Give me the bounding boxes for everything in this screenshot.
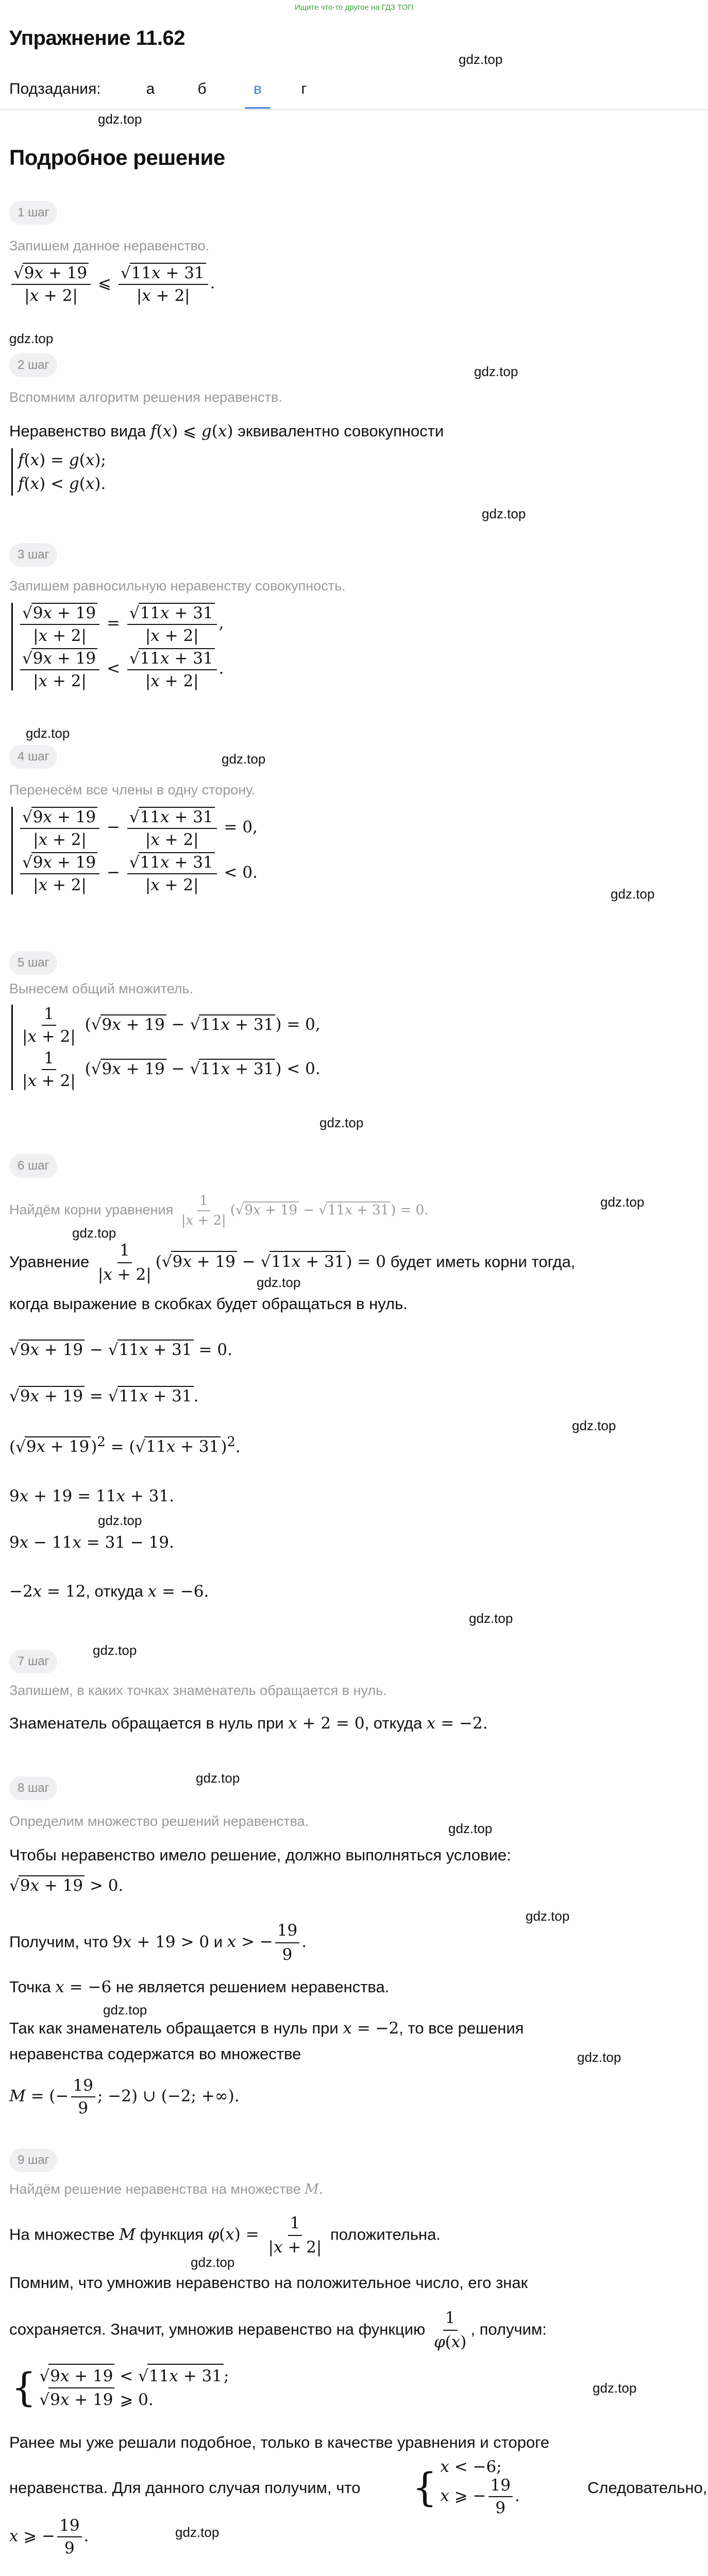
step-8-text-2: Получим, что 9x + 19 > 0 и x > − $\frac{19}{9}$ . (9, 1921, 307, 1964)
active-tab-indicator (245, 107, 271, 109)
watermark: gdz.top (257, 1275, 301, 1290)
step-9-text-5: неравенства. Для данного случая получим, что (9, 2479, 361, 2497)
page-title: Упражнение 11.62 (9, 27, 185, 49)
step-6-description: Найдём корни уравнения $\frac{1}{|x + 2|}$ (√9x + 19 − √11x + 31 ) = 0. (9, 1193, 429, 1228)
step-9-pill: 9 шаг (9, 2148, 57, 2172)
step-8-text-3: Точка x = −6 не является решением неравенства. (9, 1978, 390, 1996)
step-6-eq-2: √9x + 19 = √11x + 31. (9, 1387, 199, 1405)
step-8-set: M = (− $\frac{19}{9}$ ; −2) ∪ (−2; +∞). (9, 2076, 240, 2117)
step-6-pill: 6 шаг (9, 1154, 57, 1178)
watermark: gdz.top (222, 751, 266, 767)
watermark: gdz.top (611, 886, 655, 902)
step-6-eq-5: 9x − 11x = 31 − 19. (9, 1533, 174, 1552)
step-5-description: Вынесем общий множитель. (9, 981, 194, 996)
step-8-description: Определим множество решений неравенства. (9, 1814, 309, 1829)
watermark: gdz.top (572, 1418, 616, 1433)
solution-heading: Подробное решение (9, 145, 225, 170)
subtasks-label: Подзадания: (9, 80, 101, 97)
watermark: gdz.top (319, 1115, 364, 1130)
step-9-result-1: x ⩾ − $\frac{19}{9}$ . (9, 2516, 89, 2557)
watermark: gdz.top (600, 1194, 645, 1210)
watermark: gdz.top (93, 1642, 137, 1658)
subtask-tab-g[interactable]: г (301, 80, 307, 97)
step-2-description: Вспомним алгоритм решения неравенств. (9, 389, 282, 405)
step-6-result: −2x = 12, откуда x = −6. (9, 1582, 209, 1601)
step-9-text-3: сохраняется. Значит, умножив неравенство на функцию $\frac{1}{\varphi(x)}$ , получим: (9, 2309, 547, 2351)
watermark: gdz.top (196, 1770, 240, 1786)
step-5-system: $\frac{1}{|x + 2|}$ (√9x + 19 − √11x + 31) = 0, $\frac{1}{|x + 2|}$ (√9x + 19 − √11x + 31) < 0. (11, 1005, 321, 1090)
step-8-text-4: Так как знаменатель обращается в нуль при x = −2, то все решения (9, 2019, 524, 2038)
watermark: gdz.top (191, 2255, 235, 2270)
subtask-tab-v[interactable]: в (254, 80, 262, 97)
step-3-description: Запишем равносильную неравенству совокупность. (9, 578, 346, 594)
step-9-cases: { x < −6; x ⩾ − $\frac{19}{9}$ . (412, 2458, 520, 2517)
step-2-text: Неравенство вида f(x) ⩽ g(x) эквивалентно совокупности (9, 422, 444, 440)
step-7-text: Знаменатель обращается в нуль при x + 2 = 0, откуда x = −2. (9, 1714, 488, 1733)
watermark: gdz.top (26, 725, 70, 741)
step-4-description: Перенесём все члены в одну сторону. (9, 782, 256, 798)
watermark: gdz.top (469, 1611, 513, 1626)
step-6-eq-4: 9x + 19 = 11x + 31. (9, 1487, 174, 1505)
step-6-text-2: когда выражение в скобках будет обращаться в нуль. (9, 1295, 408, 1313)
watermark: gdz.top (526, 1908, 570, 1924)
step-5-pill: 5 шаг (9, 951, 57, 975)
step-8-text-5: неравенства содержатся во множестве (9, 2045, 301, 2063)
step-4-system: $\frac{√9x + 19}{|x + 2|}$ − $\frac{√11x + 31}{|x + 2|}$ = 0, $\frac{√9x + 19}{|x + 2|}$ − $\frac{√11x + 31}{|x + 2|}$ < 0. (11, 807, 258, 894)
step-1-formula: $\frac{√9x + 19}{|x + 2|}$ ⩽ $\frac{√11x + 31}{|x + 2|}$ . (9, 263, 215, 305)
watermark: gdz.top (98, 1513, 142, 1528)
step-6-eq-3: $(√9x + 19)^2 = (√11x + 31)^2$. (9, 1434, 241, 1456)
subtask-tab-b[interactable]: б (197, 80, 207, 97)
step-9-text-4: Ранее мы уже решали подобное, только в качестве уравнения и стороге (9, 2433, 550, 2451)
step-7-description: Запишем, в каких точках знаменатель обращается в нуль. (9, 1683, 387, 1698)
watermark: gdz.top (577, 2049, 621, 2065)
step-7-pill: 7 шаг (9, 1650, 57, 1673)
watermark: gdz.top (103, 2002, 147, 2018)
step-9-system: { √9x + 19 < √11x + 31; √9x + 19 ⩾ 0. (11, 2364, 229, 2410)
step-1-pill: 1 шаг (9, 201, 57, 225)
step-9-text-1: На множестве M функция φ(x) = $\frac{1}{|x + 2|}$ положительна. (9, 2214, 441, 2257)
watermark: gdz.top (459, 52, 503, 67)
step-6-text: Уравнение $\frac{1}{|x + 2|}$ (√9x + 19 − √11x + 31) = 0 будет иметь корни тогда, (9, 1241, 576, 1284)
step-2-system: f(x) = g(x); f(x) < g(x). (11, 448, 106, 496)
top-link[interactable]: Ищите что-то другое на ГДЗ ТОП (294, 3, 414, 12)
step-3-pill: 3 шаг (9, 543, 57, 567)
step-4-pill: 4 шаг (9, 745, 57, 769)
watermark: gdz.top (482, 506, 526, 521)
subtask-tab-a[interactable]: а (146, 80, 155, 97)
step-8-pill: 8 шаг (9, 1776, 57, 1800)
watermark: gdz.top (593, 2380, 637, 2396)
step-3-system: $\frac{√9x + 19}{|x + 2|}$ = $\frac{√11x + 31}{|x + 2|}$ , $\frac{√9x + 19}{|x + 2|}$ < $\frac{√11x + 31}{|x + 2|}$ . (11, 603, 224, 690)
step-8-condition: √9x + 19 > 0. (9, 1876, 124, 1895)
step-6-eq-1: √9x + 19 − √11x + 31 = 0. (9, 1341, 232, 1359)
watermark: gdz.top (98, 111, 142, 127)
watermark: gdz.top (175, 2524, 220, 2540)
step-2-pill: 2 шаг (9, 353, 57, 377)
watermark: gdz.top (9, 331, 54, 346)
step-9-text-2: Помним, что умножив неравенство на положительное число, его знак (9, 2274, 528, 2292)
watermark: gdz.top (474, 364, 518, 379)
step-1-description: Запишем данное неравенство. (9, 238, 210, 253)
step-9-text-6: Следовательно, (587, 2479, 707, 2497)
step-8-text-1: Чтобы неравенство имело решение, должно выполняться условие: (9, 1846, 511, 1864)
step-9-description: Найдём решение неравенства на множестве M. (9, 2181, 324, 2197)
watermark: gdz.top (72, 1225, 116, 1241)
tabs-divider (0, 109, 708, 110)
watermark: gdz.top (448, 1821, 493, 1836)
